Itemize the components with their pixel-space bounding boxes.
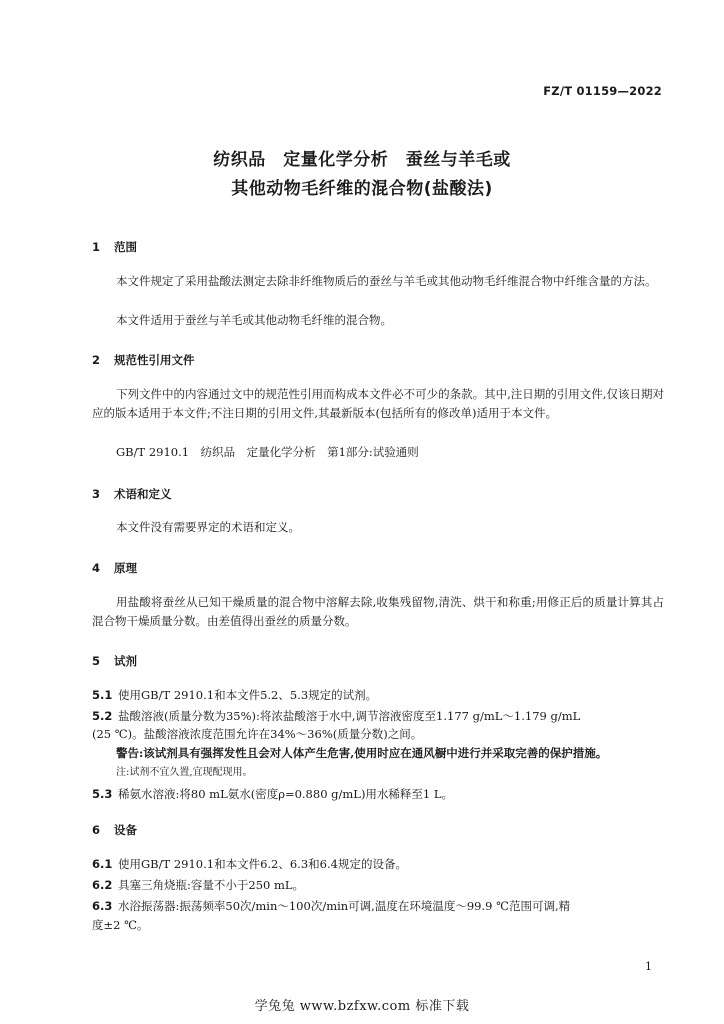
clause-number: 5.2 [92, 709, 113, 723]
section-5-heading [92, 653, 137, 669]
section-4-paragraph-1: 用盐酸将蚕丝从已知干燥质量的混合物中溶解去除,收集残留物,清洗、烘干和称重;用修正后的质量计算其占混合物干燥质量分数。由差值得出蚕丝的质量分数。 [92, 595, 664, 628]
clause-5-3 [92, 785, 453, 804]
clause-number: 5.3 [92, 787, 113, 801]
clause-text: 具塞三角烧瓶:容量不小于250 mL。 [118, 878, 305, 892]
title-line-1: 纺织品 定量化学分析 蚕丝与羊毛或 [213, 150, 511, 170]
document-title [0, 146, 724, 204]
section-6-heading [92, 822, 137, 838]
clause-6-1 [92, 855, 407, 874]
clause-number: 6.1 [92, 857, 113, 871]
section-3-heading [92, 486, 172, 502]
section-1-paragraph-2: 本文件适用于蚕丝与羊毛或其他动物毛纤维的混合物。 [116, 313, 392, 327]
section-1-heading [92, 239, 137, 255]
section-title: 原理 [114, 561, 137, 575]
section-title: 范围 [114, 240, 137, 254]
clause-6-2 [92, 876, 304, 895]
clause-number: 6.2 [92, 878, 113, 892]
clause-text: 水浴振荡器:振荡频率50次/min～100次/min可调,温度在环境温度～99.9 ℃范围可调,精 [118, 899, 571, 913]
page-number: 1 [645, 960, 652, 973]
warning-text: 警告:该试剂具有强挥发性且会对人体产生危害,使用时应在通风橱中进行并采取完善的保护措施。 [116, 746, 608, 760]
section-3-paragraph-1: 本文件没有需要界定的术语和定义。 [116, 520, 300, 534]
section-2-heading [92, 352, 195, 368]
note-text: 注:试剂不宜久置,宜现配现用。 [116, 767, 253, 778]
clause-5-1 [92, 686, 377, 705]
section-title: 试剂 [114, 654, 137, 668]
clause-text: 盐酸溶液(质量分数为35%):将浓盐酸溶于水中,调节溶液密度至1.177 g/mL～1.179 g/mL [118, 709, 581, 723]
section-number: 3 [92, 487, 101, 501]
clause-6-3 [92, 897, 570, 916]
section-number: 5 [92, 654, 101, 668]
section-title: 术语和定义 [114, 487, 172, 501]
section-2-paragraph-1: 下列文件中的内容通过文中的规范性引用而构成本文件必不可少的条款。其中,注日期的引用文件,仅该日期对应的版本适用于本文件;不注日期的引用文件,其最新版本(包括所有的修改单)适用于本文件。 [92, 387, 664, 420]
clause-5-2-continued: (25 ℃)。盐酸溶液浓度范围允许在34%～36%(质量分数)之间。 [92, 727, 423, 741]
title-line-2: 其他动物毛纤维的混合物(盐酸法) [231, 179, 493, 199]
clause-text: 稀氨水溶液:将80 mL氨水(密度ρ=0.880 g/mL)用水稀释至1 L。 [118, 787, 454, 801]
footer-watermark: 学兔兔 www.bzfxw.com 标准下载 [254, 999, 470, 1014]
clause-number: 6.3 [92, 899, 113, 913]
section-title: 设备 [114, 823, 137, 837]
normative-reference: GB/T 2910.1 纺织品 定量化学分析 第1部分:试验通则 [116, 445, 419, 459]
standard-code: FZ/T 01159—2022 [543, 84, 662, 98]
clause-text: 使用GB/T 2910.1和本文件5.2、5.3规定的试剂。 [118, 688, 378, 702]
section-number: 1 [92, 240, 101, 254]
section-4-heading [92, 560, 137, 576]
section-number: 2 [92, 353, 101, 367]
section-1-paragraph-1: 本文件规定了采用盐酸法测定去除非纤维物质后的蚕丝与羊毛或其他动物毛纤维混合物中纤维含量的方法。 [116, 274, 657, 288]
section-title: 规范性引用文件 [114, 353, 195, 367]
section-number: 4 [92, 561, 101, 575]
section-number: 6 [92, 823, 101, 837]
clause-text: 使用GB/T 2910.1和本文件6.2、6.3和6.4规定的设备。 [118, 857, 407, 871]
clause-5-2 [92, 707, 580, 726]
clause-number: 5.1 [92, 688, 113, 702]
clause-6-3-continued: 度±2 ℃。 [92, 918, 149, 932]
